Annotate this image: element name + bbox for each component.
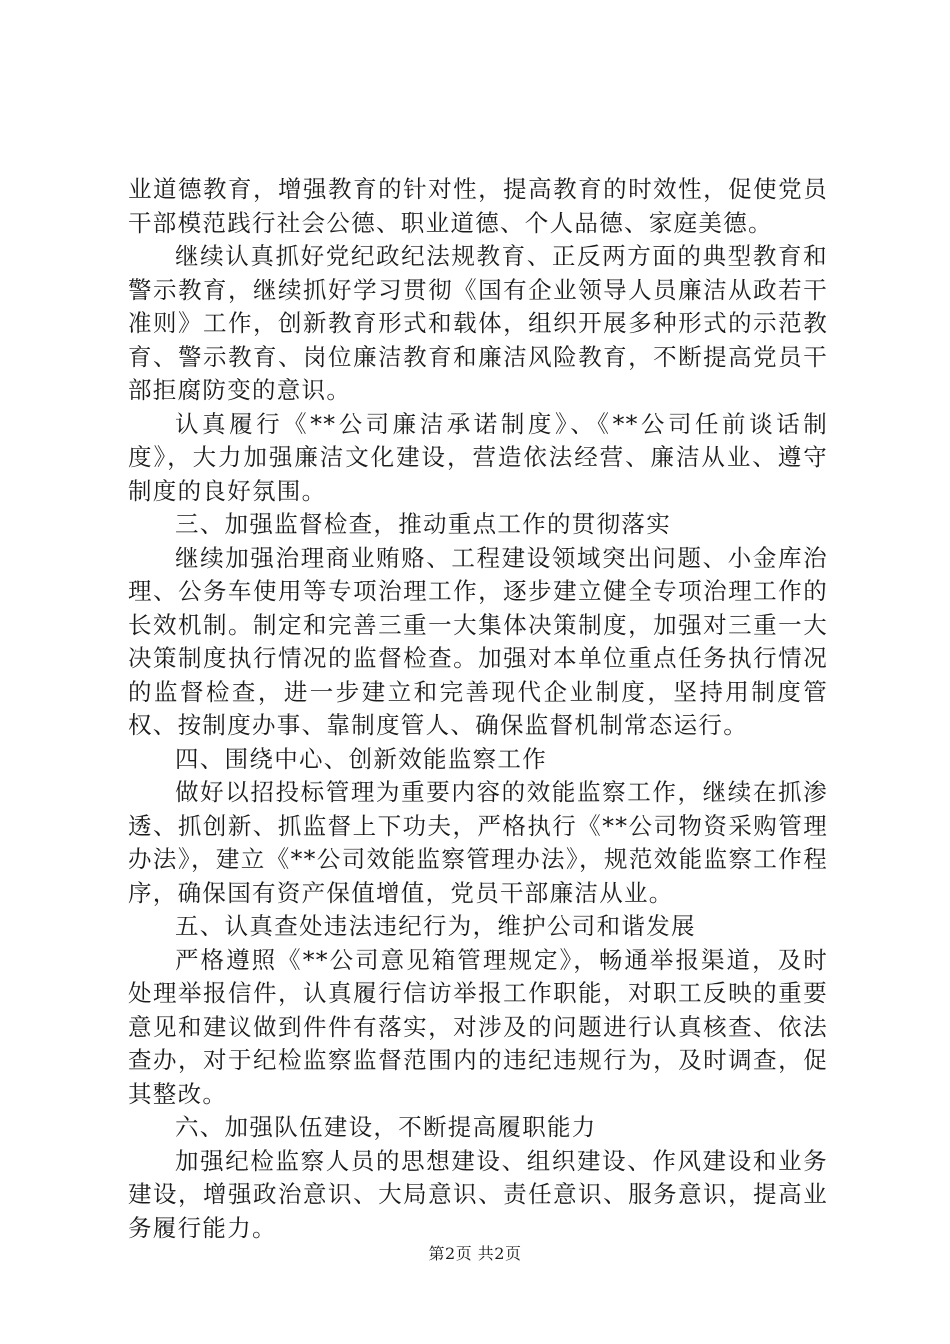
section-heading-5: 五、认真查处违法违纪行为，维护公司和谐发展	[175, 912, 696, 940]
page-footer: 第2页 共2页	[428, 1244, 522, 1263]
paragraph-2: 继续认真抓好党纪政纪法规教育、正反两方面的典型教育和警示教育，继续抓好学习贯彻《国有企业领导人员廉洁从政若干准则》工作，创新教育形式和载体，组织开展多种形式的示范教育、警示教育、岗位廉洁教育和廉洁风险教育，不断提高党员干部拒腐防变的意识。	[128, 242, 828, 404]
paragraph-3: 认真履行《**公司廉洁承诺制度》、《**公司任前谈话制度》，大力加强廉洁文化建设，营造依法经营、廉洁从业、遵守制度的良好氛围。	[128, 409, 828, 505]
paragraph-6: 严格遵照《**公司意见箱管理规定》，畅通举报渠道，及时处理举报信件，认真履行信访举报工作职能，对职工反映的重要意见和建议做到件件有落实，对涉及的问题进行认真核查、依法查办，对于纪检监察监督范围内的违纪违规行为，及时调查，促其整改。	[128, 945, 828, 1108]
paragraph-5: 做好以招投标管理为重要内容的效能监察工作，继续在抓渗透、抓创新、抓监督上下功夫，严格执行《**公司物资采购管理办法》，建立《**公司效能监察管理办法》，规范效能监察工作程序，确保国有资产保值增值，党员干部廉洁从业。	[128, 778, 828, 907]
section-heading-3: 三、加强监督检查，推动重点工作的贯彻落实	[175, 510, 671, 538]
section-heading-4: 四、围绕中心、创新效能监察工作	[175, 744, 547, 773]
paragraph-1: 业道德教育，增强教育的针对性，提高教育的时效性，促使党员干部模范践行社会公德、职业道德、个人品德、家庭美德。	[128, 175, 828, 237]
document-body	[128, 173, 828, 1245]
paragraph-4: 继续加强治理商业贿赂、工程建设领域突出问题、小金库治理、公务车使用等专项治理工作，逐步建立健全专项治理工作的长效机制。制定和完善三重一大集体决策制度，加强对三重一大决策制度执行情况的监督检查。加强对本单位重点任务执行情况的监督检查，进一步建立和完善现代企业制度，坚持用制度管权、按制度办事、靠制度管人、确保监督机制常态运行。	[128, 543, 828, 739]
paragraph-7: 加强纪检监察人员的思想建设、组织建设、作风建设和业务建设，增强政治意识、大局意识、责任意识、服务意识，提高业务履行能力。	[128, 1146, 828, 1242]
section-heading-6: 六、加强队伍建设，不断提高履职能力	[175, 1113, 597, 1141]
